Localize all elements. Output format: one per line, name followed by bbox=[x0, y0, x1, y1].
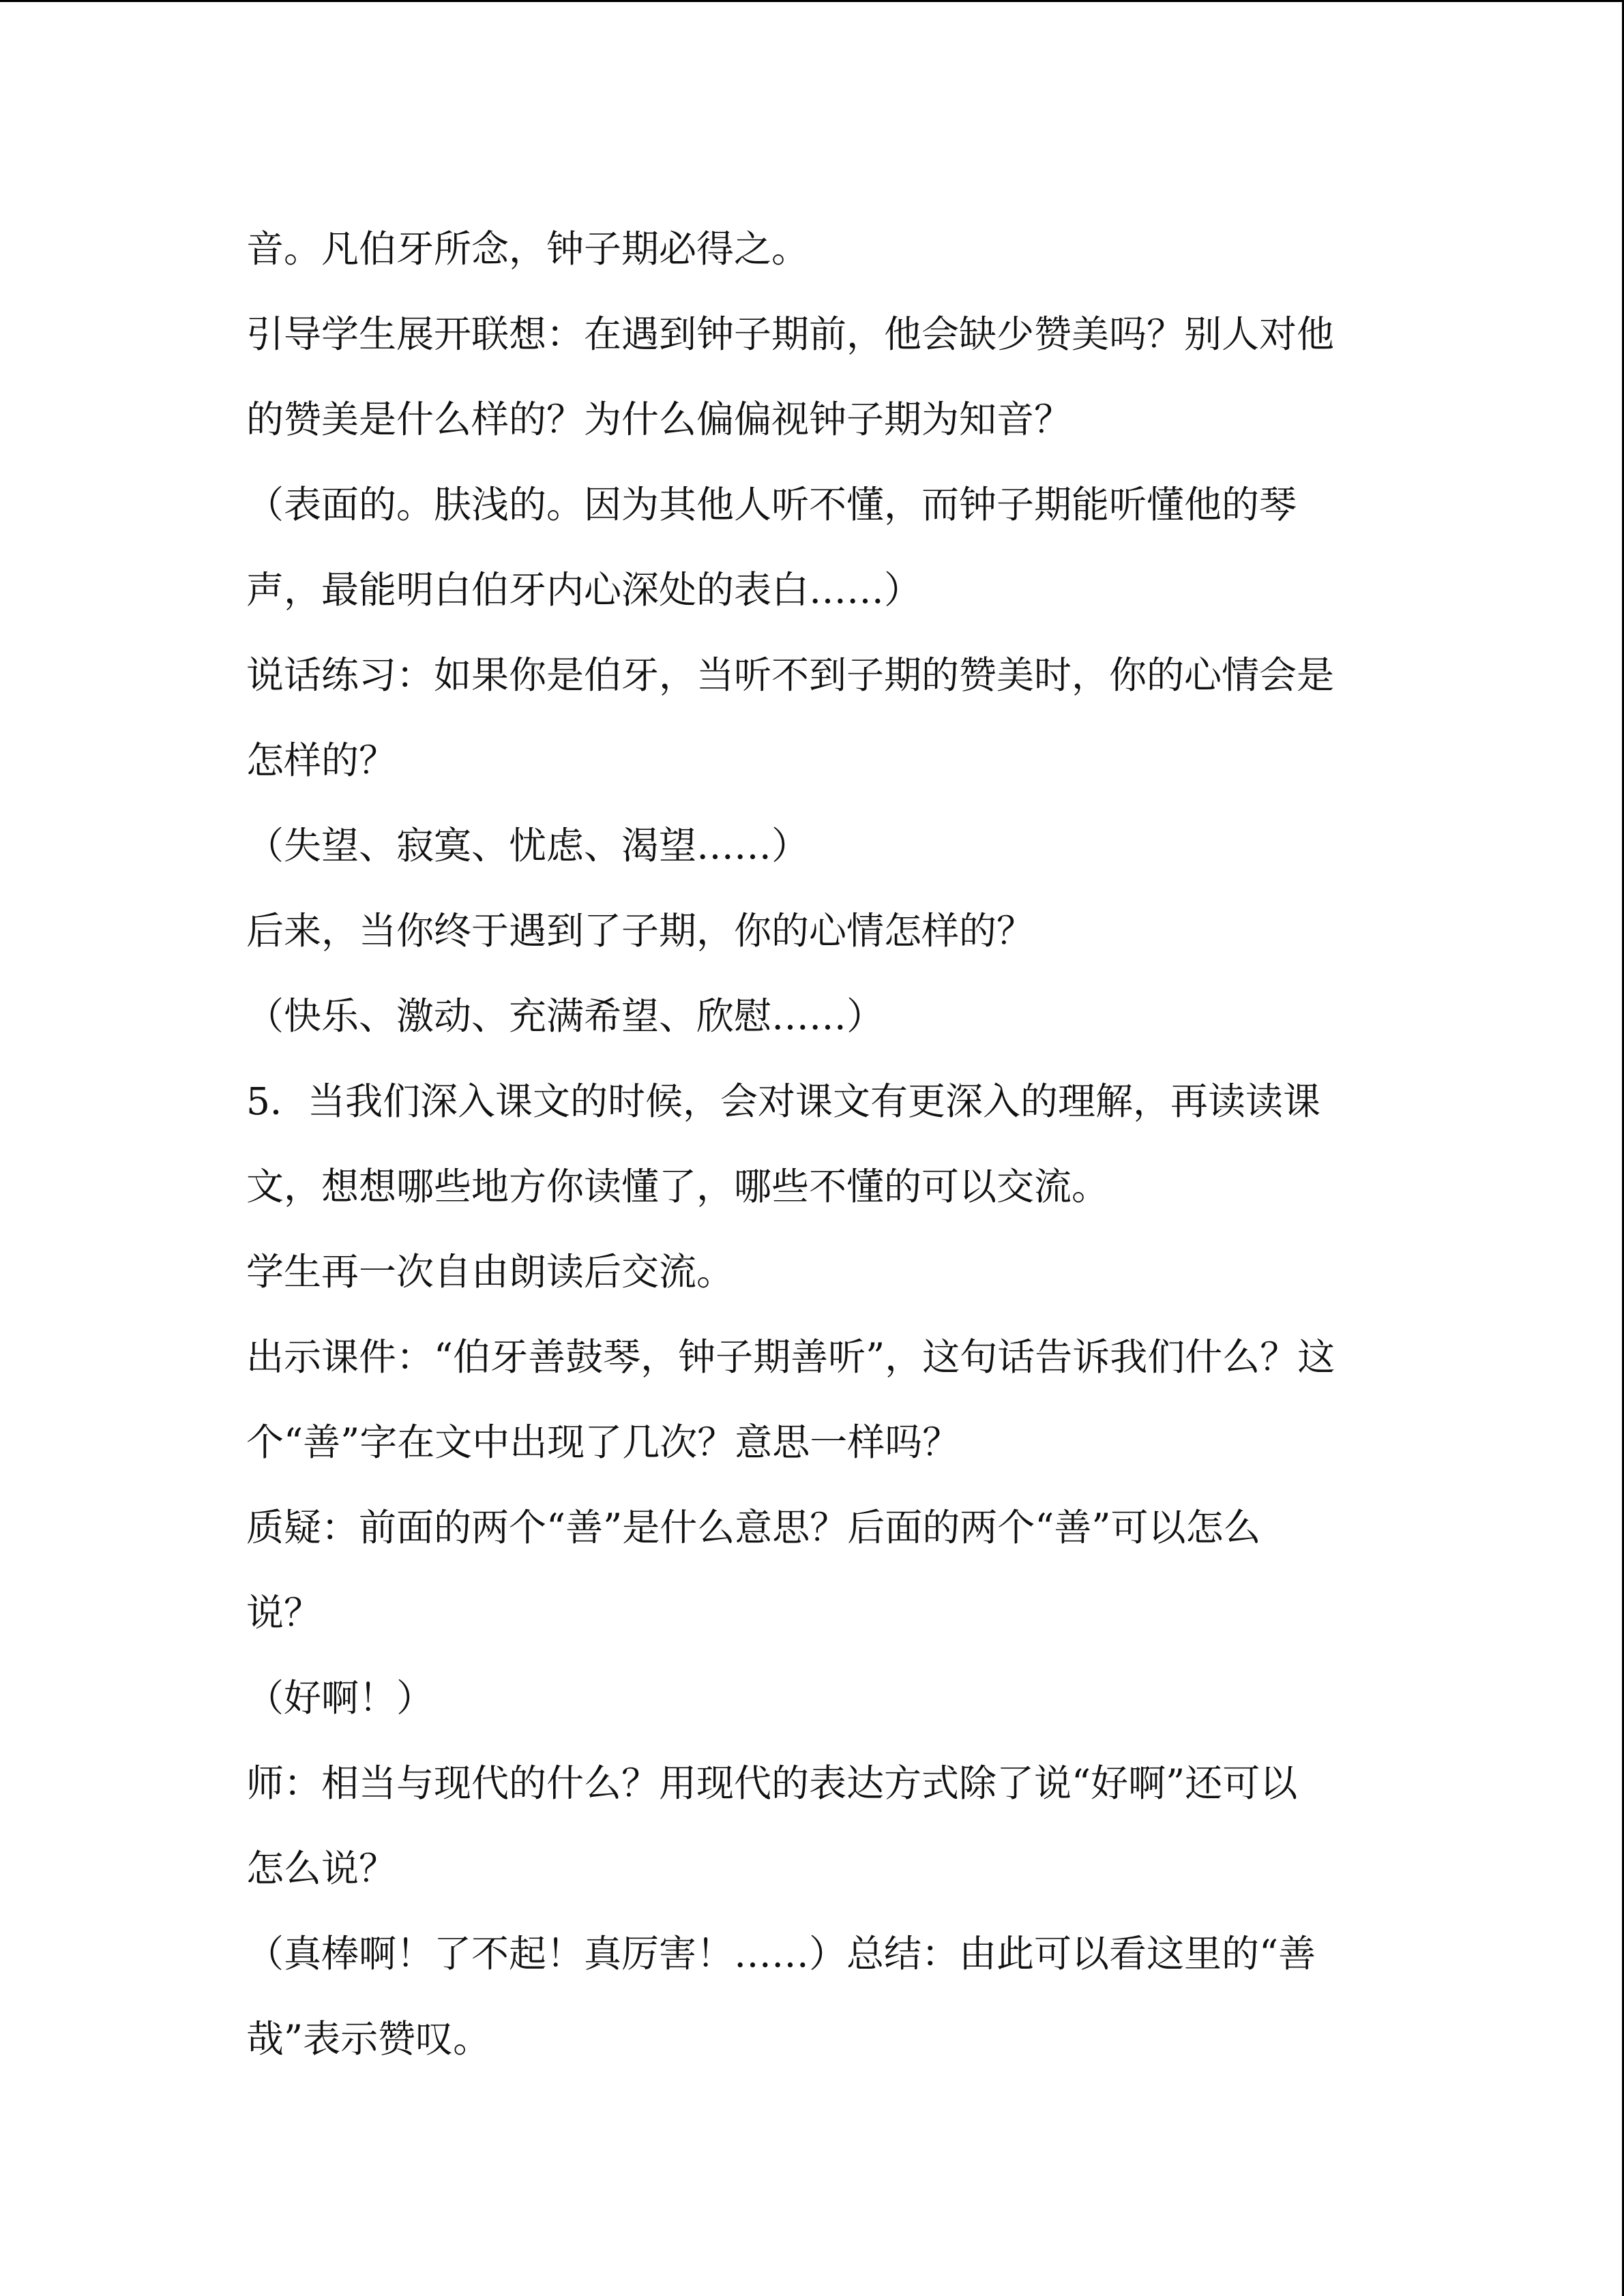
text-line: 质疑：前面的两个“善”是什么意思？后面的两个“善”可以怎么 bbox=[246, 1506, 1261, 1549]
text-line: （好啊！） bbox=[246, 1676, 434, 1720]
text-line: （快乐、激动、充满希望、欣慰……） bbox=[246, 994, 885, 1038]
text-line: 的赞美是什么样的？为什么偏偏视钟子期为知音？ bbox=[246, 398, 1072, 441]
text-line: 怎样的？ bbox=[246, 739, 397, 782]
text-line: 怎么说？ bbox=[246, 1847, 397, 1890]
text-line: 5．当我们深入课文的时候，会对课文有更深入的理解，再读读课 bbox=[246, 1079, 1320, 1123]
document-body bbox=[246, 207, 1378, 2082]
text-line: 个“善”字在文中出现了几次？意思一样吗？ bbox=[246, 1420, 960, 1464]
text-line: 学生再一次自由朗读后交流。 bbox=[246, 1250, 735, 1294]
text-line: （表面的。肤浅的。因为其他人听不懂，而钟子期能听懂他的琴 bbox=[246, 483, 1297, 526]
text-line: 出示课件：“伯牙善鼓琴，钟子期善听”，这句话告诉我们什么？这 bbox=[246, 1335, 1335, 1379]
text-line: 后来，当你终于遇到了子期，你的心情怎样的？ bbox=[246, 909, 1035, 953]
text-line: 师：相当与现代的什么？用现代的表达方式除了说“好啊”还可以 bbox=[246, 1761, 1298, 1805]
text-line: 说？ bbox=[246, 1591, 322, 1635]
text-line: （失望、寂寞、忧虑、渴望……） bbox=[246, 824, 810, 867]
text-line: 引导学生展开联想：在遇到钟子期前，他会缺少赞美吗？别人对他 bbox=[246, 312, 1335, 356]
text-line: 文，想想哪些地方你读懂了，哪些不懂的可以交流。 bbox=[246, 1165, 1110, 1208]
text-line: 声，最能明白伯牙内心深处的表白……） bbox=[246, 568, 922, 612]
text-line: 音。凡伯牙所念，钟子期必得之。 bbox=[246, 227, 810, 271]
text-line: 说话练习：如果你是伯牙，当听不到子期的赞美时，你的心情会是 bbox=[246, 653, 1335, 697]
text-line: 哉”表示赞叹。 bbox=[246, 2017, 491, 2061]
text-line: （真棒啊！了不起！真厉害！……）总结：由此可以看这里的“善 bbox=[246, 1932, 1316, 1976]
